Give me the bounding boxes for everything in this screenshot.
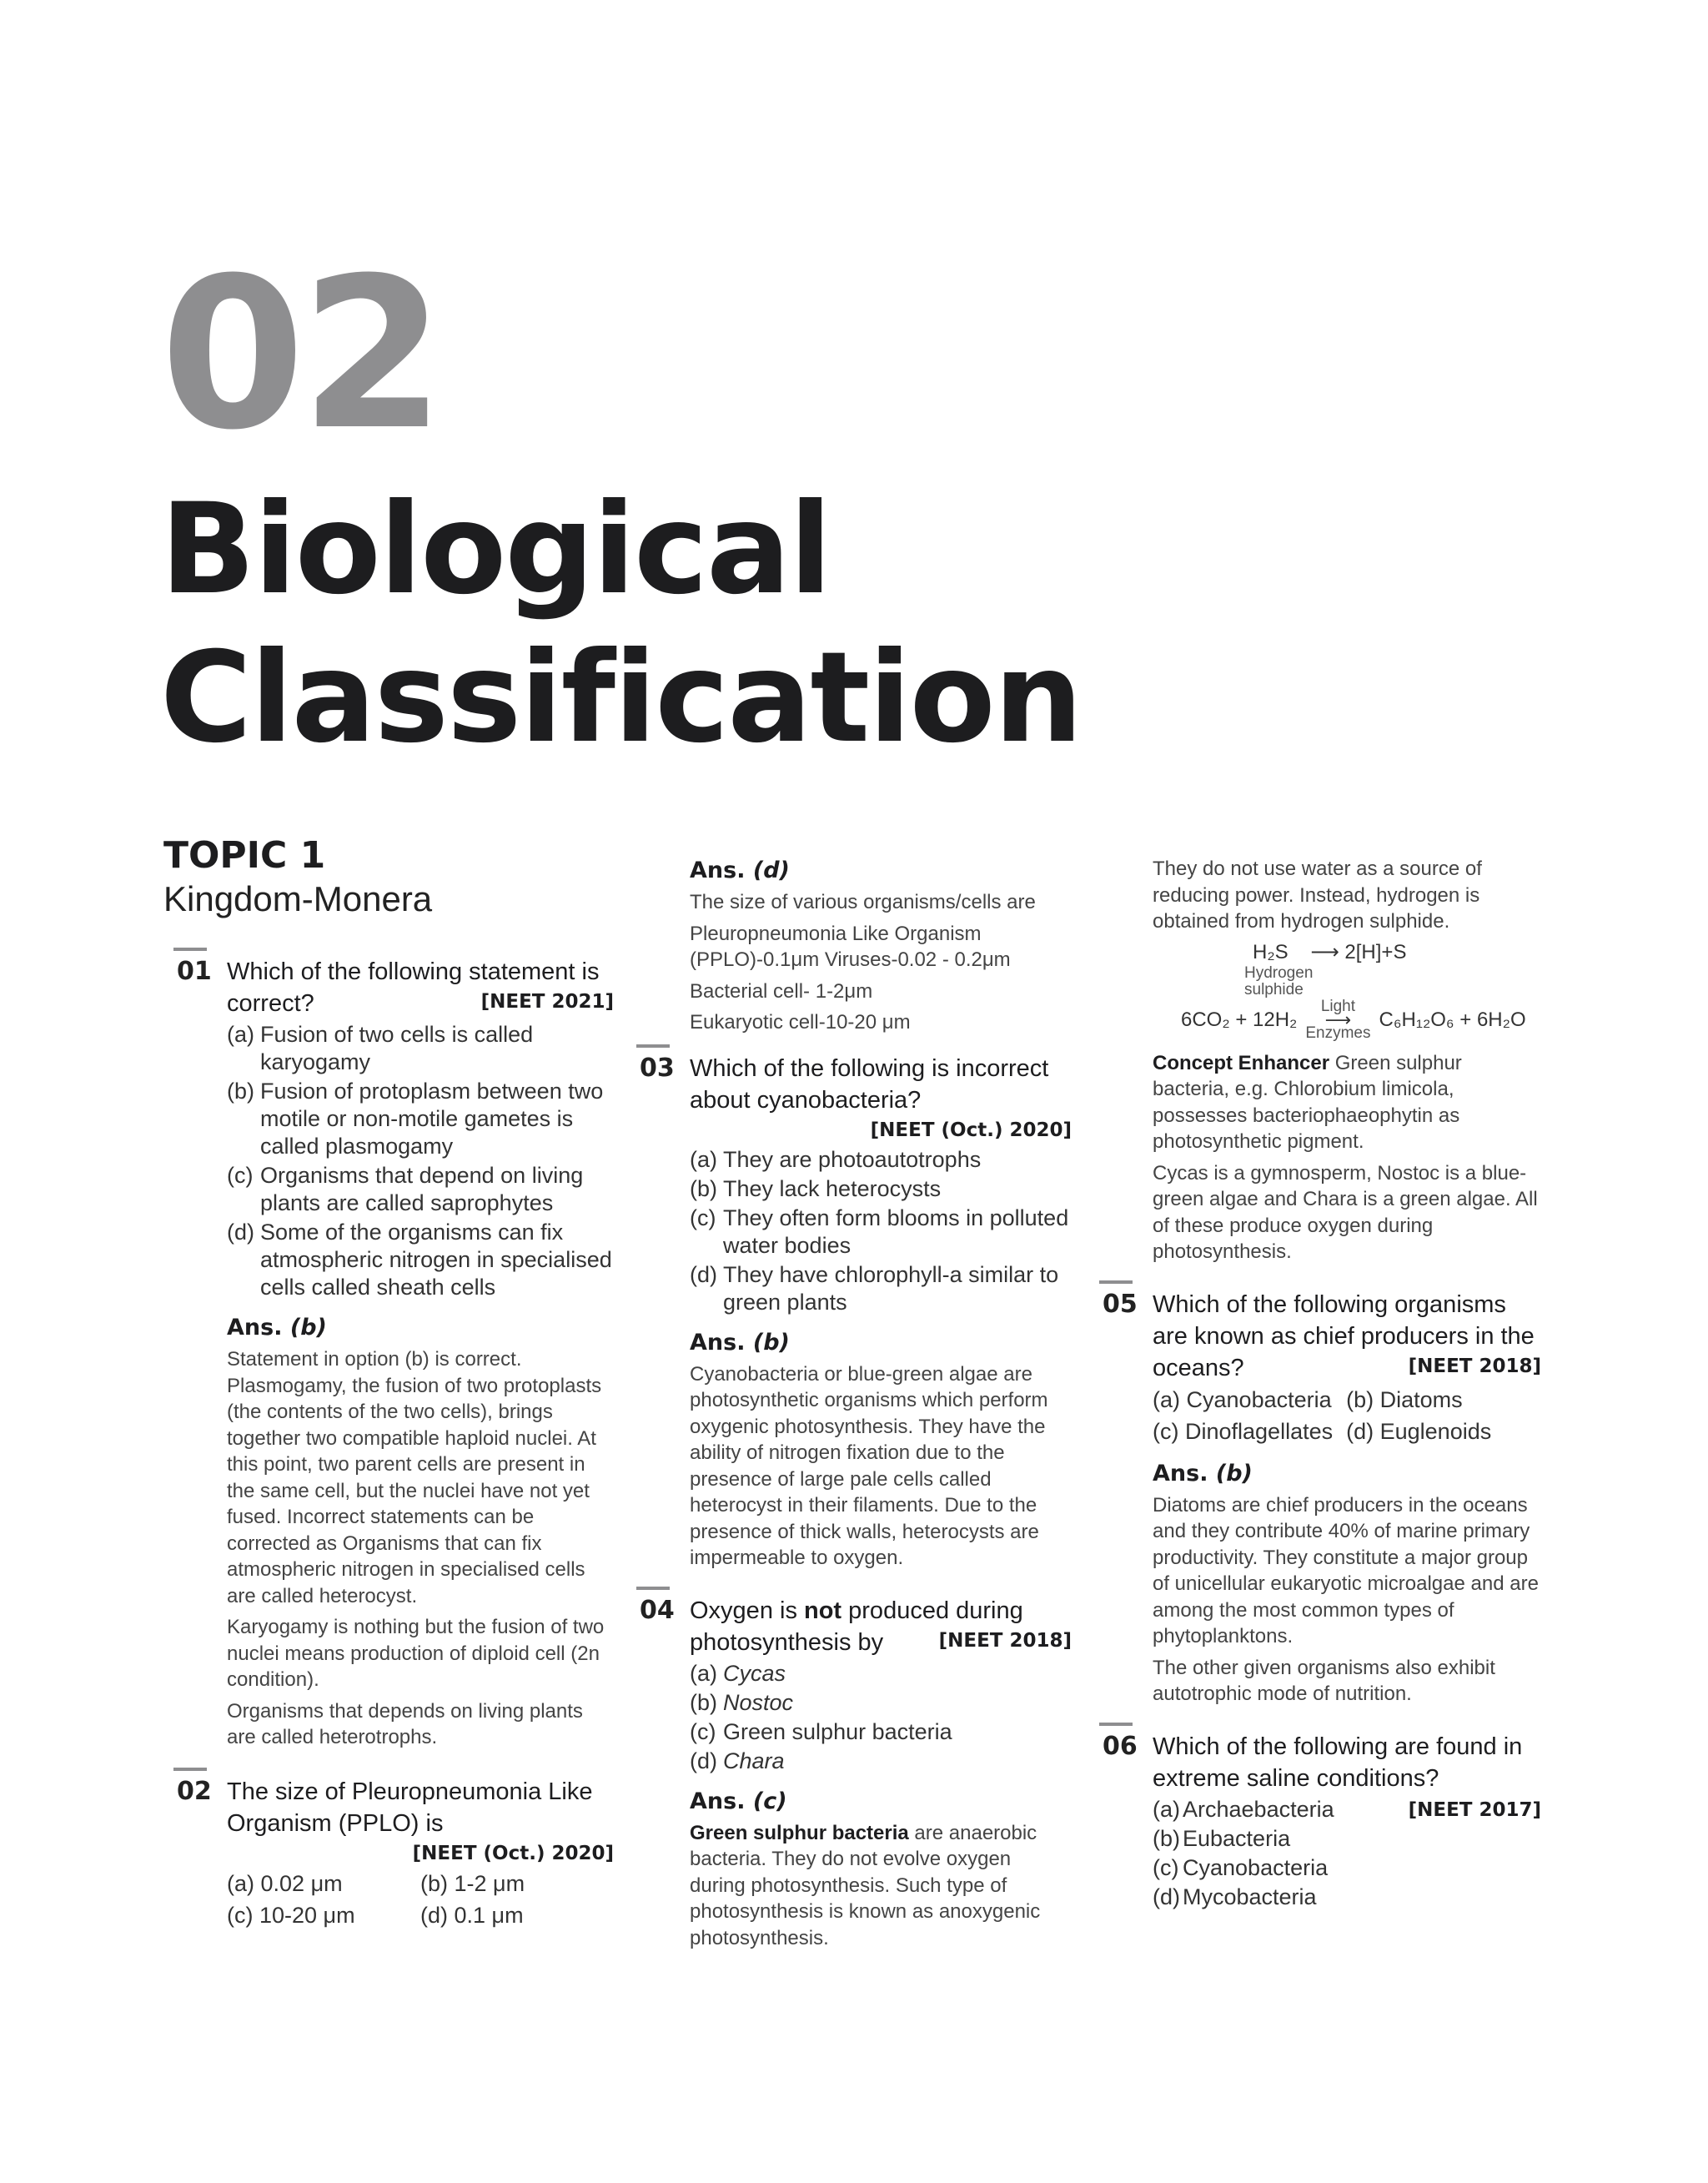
- option-d: (d) Chara: [690, 1748, 785, 1773]
- question-number: 06: [1103, 1731, 1138, 1761]
- exam-tag: [NEET 2018]: [1408, 1355, 1541, 1377]
- answer: Ans. (c): [690, 1788, 787, 1814]
- explanation: Karyogamy is nothing but the fusion of two nuclei means production of diploid cell (2n condition).: [227, 1616, 605, 1691]
- exam-tag: [NEET 2018]: [938, 1629, 1072, 1652]
- option-b: (b) Eubacteria: [1153, 1825, 1291, 1851]
- option-d: (d) Euglenoids: [1346, 1418, 1492, 1444]
- question-text: Which of the following statement is correct? [NEET 2021]: [227, 958, 614, 1017]
- options-grid: [227, 1868, 614, 1931]
- topic-name: Kingdom-Monera: [163, 879, 433, 918]
- explanation: Eukaryotic cell-10-20 μm: [690, 1011, 911, 1034]
- option-d: (d) Some of the organisms can fix atmospheric nitrogen in specialised cells called sheath cells: [227, 1220, 612, 1300]
- column-1: [163, 834, 614, 1931]
- exam-tag: [NEET 2017]: [1408, 1798, 1541, 1821]
- question-04: [638, 1595, 1072, 1952]
- option-c: (c) Green sulphur bacteria: [690, 1718, 952, 1744]
- question-02: [163, 1776, 614, 1931]
- column-2: [638, 834, 1072, 1956]
- question-text: Which of the following is incorrect about cyanobacteria?: [690, 1054, 1049, 1114]
- options-grid: [1153, 1384, 1541, 1447]
- equation-2: 6CO₂ + 12H₂ Light ⟶ Enzymes C₆H₁₂O₆ + 6H₂O: [1181, 997, 1526, 1042]
- chapter-title-line2: Classification: [160, 626, 1082, 771]
- question-03: [638, 1053, 1072, 1572]
- option-c: (c) Dinoflagellates: [1153, 1418, 1334, 1444]
- option-b: (b) Diatoms: [1346, 1386, 1463, 1412]
- equation-note: Hydrogen sulphide: [1244, 963, 1314, 998]
- explanation: Diatoms are chief producers in the oceans and they contribute 40% of marine primary productivity. They constitute a major group of unicellular eukaryotic microalgae and are among the most common types of phytoplanktons.: [1153, 1493, 1539, 1647]
- question-text: Which of the following are found in extreme saline conditions?: [1153, 1733, 1523, 1792]
- explanation: The size of various organisms/cells are: [690, 891, 1036, 913]
- q2-answer-block: [638, 856, 1072, 1036]
- option-b: (b) Nostoc: [690, 1689, 794, 1715]
- option-b: (b) They lack heterocysts: [690, 1175, 942, 1201]
- question-text: Which of the following organisms are known as chief producers in the oceans? [NEET 2018]: [1153, 1290, 1541, 1381]
- answer: Ans. (d): [690, 858, 790, 883]
- option-d: (d) They have chlorophyll-a similar to green plants: [690, 1261, 1059, 1315]
- option-a: (a) Cyanobacteria: [1153, 1386, 1332, 1412]
- option-c: (c) They often form blooms in polluted water bodies: [690, 1205, 1069, 1258]
- explanation: Organisms that depends on living plants are called heterotrophs.: [227, 1699, 583, 1748]
- explanation: Green sulphur bacteria are anaerobic bacteria. They do not evolve oxygen during photosynthesis. Such type of photosynthesis is known as anoxygenic photosynthesis.: [690, 1821, 1041, 1949]
- chapter-number: 02: [160, 233, 440, 475]
- exam-tag: [NEET (Oct.) 2020]: [870, 1119, 1072, 1141]
- question-06: [1099, 1731, 1541, 1911]
- answer: Ans. (b): [227, 1315, 327, 1340]
- answer: Ans. (b): [1153, 1460, 1253, 1486]
- option-d: (d) Mycobacteria: [1153, 1884, 1317, 1909]
- question-05: [1099, 1289, 1541, 1708]
- option-a: (a) Cycas: [690, 1660, 786, 1686]
- option-a: (a) They are photoautotrophs: [690, 1146, 982, 1172]
- column-3: [1099, 834, 1541, 1911]
- option-b: (b) 1-2 μm: [420, 1870, 525, 1896]
- question-text: Oxygen is not produced during photosynthesis by [NEET 2018]: [690, 1597, 1072, 1656]
- explanation: The other given organisms also exhibit autotrophic mode of nutrition.: [1153, 1656, 1495, 1705]
- question-01: [163, 956, 614, 1751]
- explanation: Statement in option (b) is correct. Plasmogamy, the fusion of two protoplasts (the contents of the two cells), brings together two compatible haploid nuclei. At this point, two parent cells are present in the same cell, but the nuclei have not yet fused. Incorrect statements can be corrected as Organisms that can fix atmospheric nitrogen in specialised cells are called heterocyst.: [227, 1348, 602, 1607]
- question-number: 01: [177, 957, 212, 986]
- option-a: (a) Archaebacteria [NEET 2017]: [1153, 1796, 1541, 1823]
- option-a: (a) Fusion of two cells is called karyogamy: [227, 1022, 534, 1074]
- exam-tag: [NEET (Oct.) 2020]: [412, 1842, 614, 1864]
- question-number: 05: [1103, 1289, 1138, 1319]
- explanation: Cyanobacteria or blue-green algae are photosynthetic organisms which perform oxygenic photosynthesis. They have the ability of nitrogen fixation due to the presence of large pale cells called heterocyst in their filaments. Due to the presence of thick walls, heterocysts are impermeable to oxygen.: [690, 1362, 1048, 1569]
- equation-1: H₂S ⟶ 2[H]+S: [1253, 940, 1407, 963]
- answer: Ans. (b): [690, 1329, 790, 1356]
- option-b: (b) Fusion of protoplasm between two motile or non-motile gametes is called plasmogamy: [227, 1079, 604, 1159]
- explanation: Bacterial cell- 1-2μm: [690, 979, 873, 1003]
- explanation: They do not use water as a source of reducing power. Instead, hydrogen is obtained from hydrogen sulphide.: [1153, 858, 1482, 933]
- explanation: Pleuropneumonia Like Organism (PPLO)-0.1μm Viruses-0.02 - 0.2μm: [690, 922, 1011, 971]
- question-number: 04: [640, 1595, 675, 1625]
- option-c: (c) Organisms that depend on living plants are called saprophytes: [227, 1163, 584, 1215]
- chapter-title-line1: Biological: [160, 477, 831, 622]
- question-number: 03: [640, 1053, 675, 1083]
- chapter-title: [160, 475, 1081, 772]
- concept-enhancer: Concept Enhancer Green sulphur bacteria, e.g. Chlorobium limicola, possesses bacteriophaeophytin as photosynthetic pigment.: [1153, 1051, 1462, 1153]
- q4-continued: [1099, 856, 1541, 1265]
- question-text: The size of Pleuropneumonia Like Organism (PPLO) is: [227, 1778, 593, 1837]
- topic-label: TOPIC 1: [163, 834, 326, 877]
- question-number: 02: [177, 1776, 212, 1806]
- option-a: (a) 0.02 μm: [227, 1870, 343, 1896]
- option-c: (c) 10-20 μm: [227, 1902, 355, 1928]
- option-c: (c) Cyanobacteria: [1153, 1854, 1329, 1880]
- option-d: (d) 0.1 μm: [420, 1902, 524, 1928]
- explanation: Cycas is a gymnosperm, Nostoc is a blue-green algae and Chara is a green algae. All of these produce oxygen during photosynthesis.: [1153, 1161, 1538, 1263]
- exam-tag: [NEET 2021]: [480, 991, 614, 1013]
